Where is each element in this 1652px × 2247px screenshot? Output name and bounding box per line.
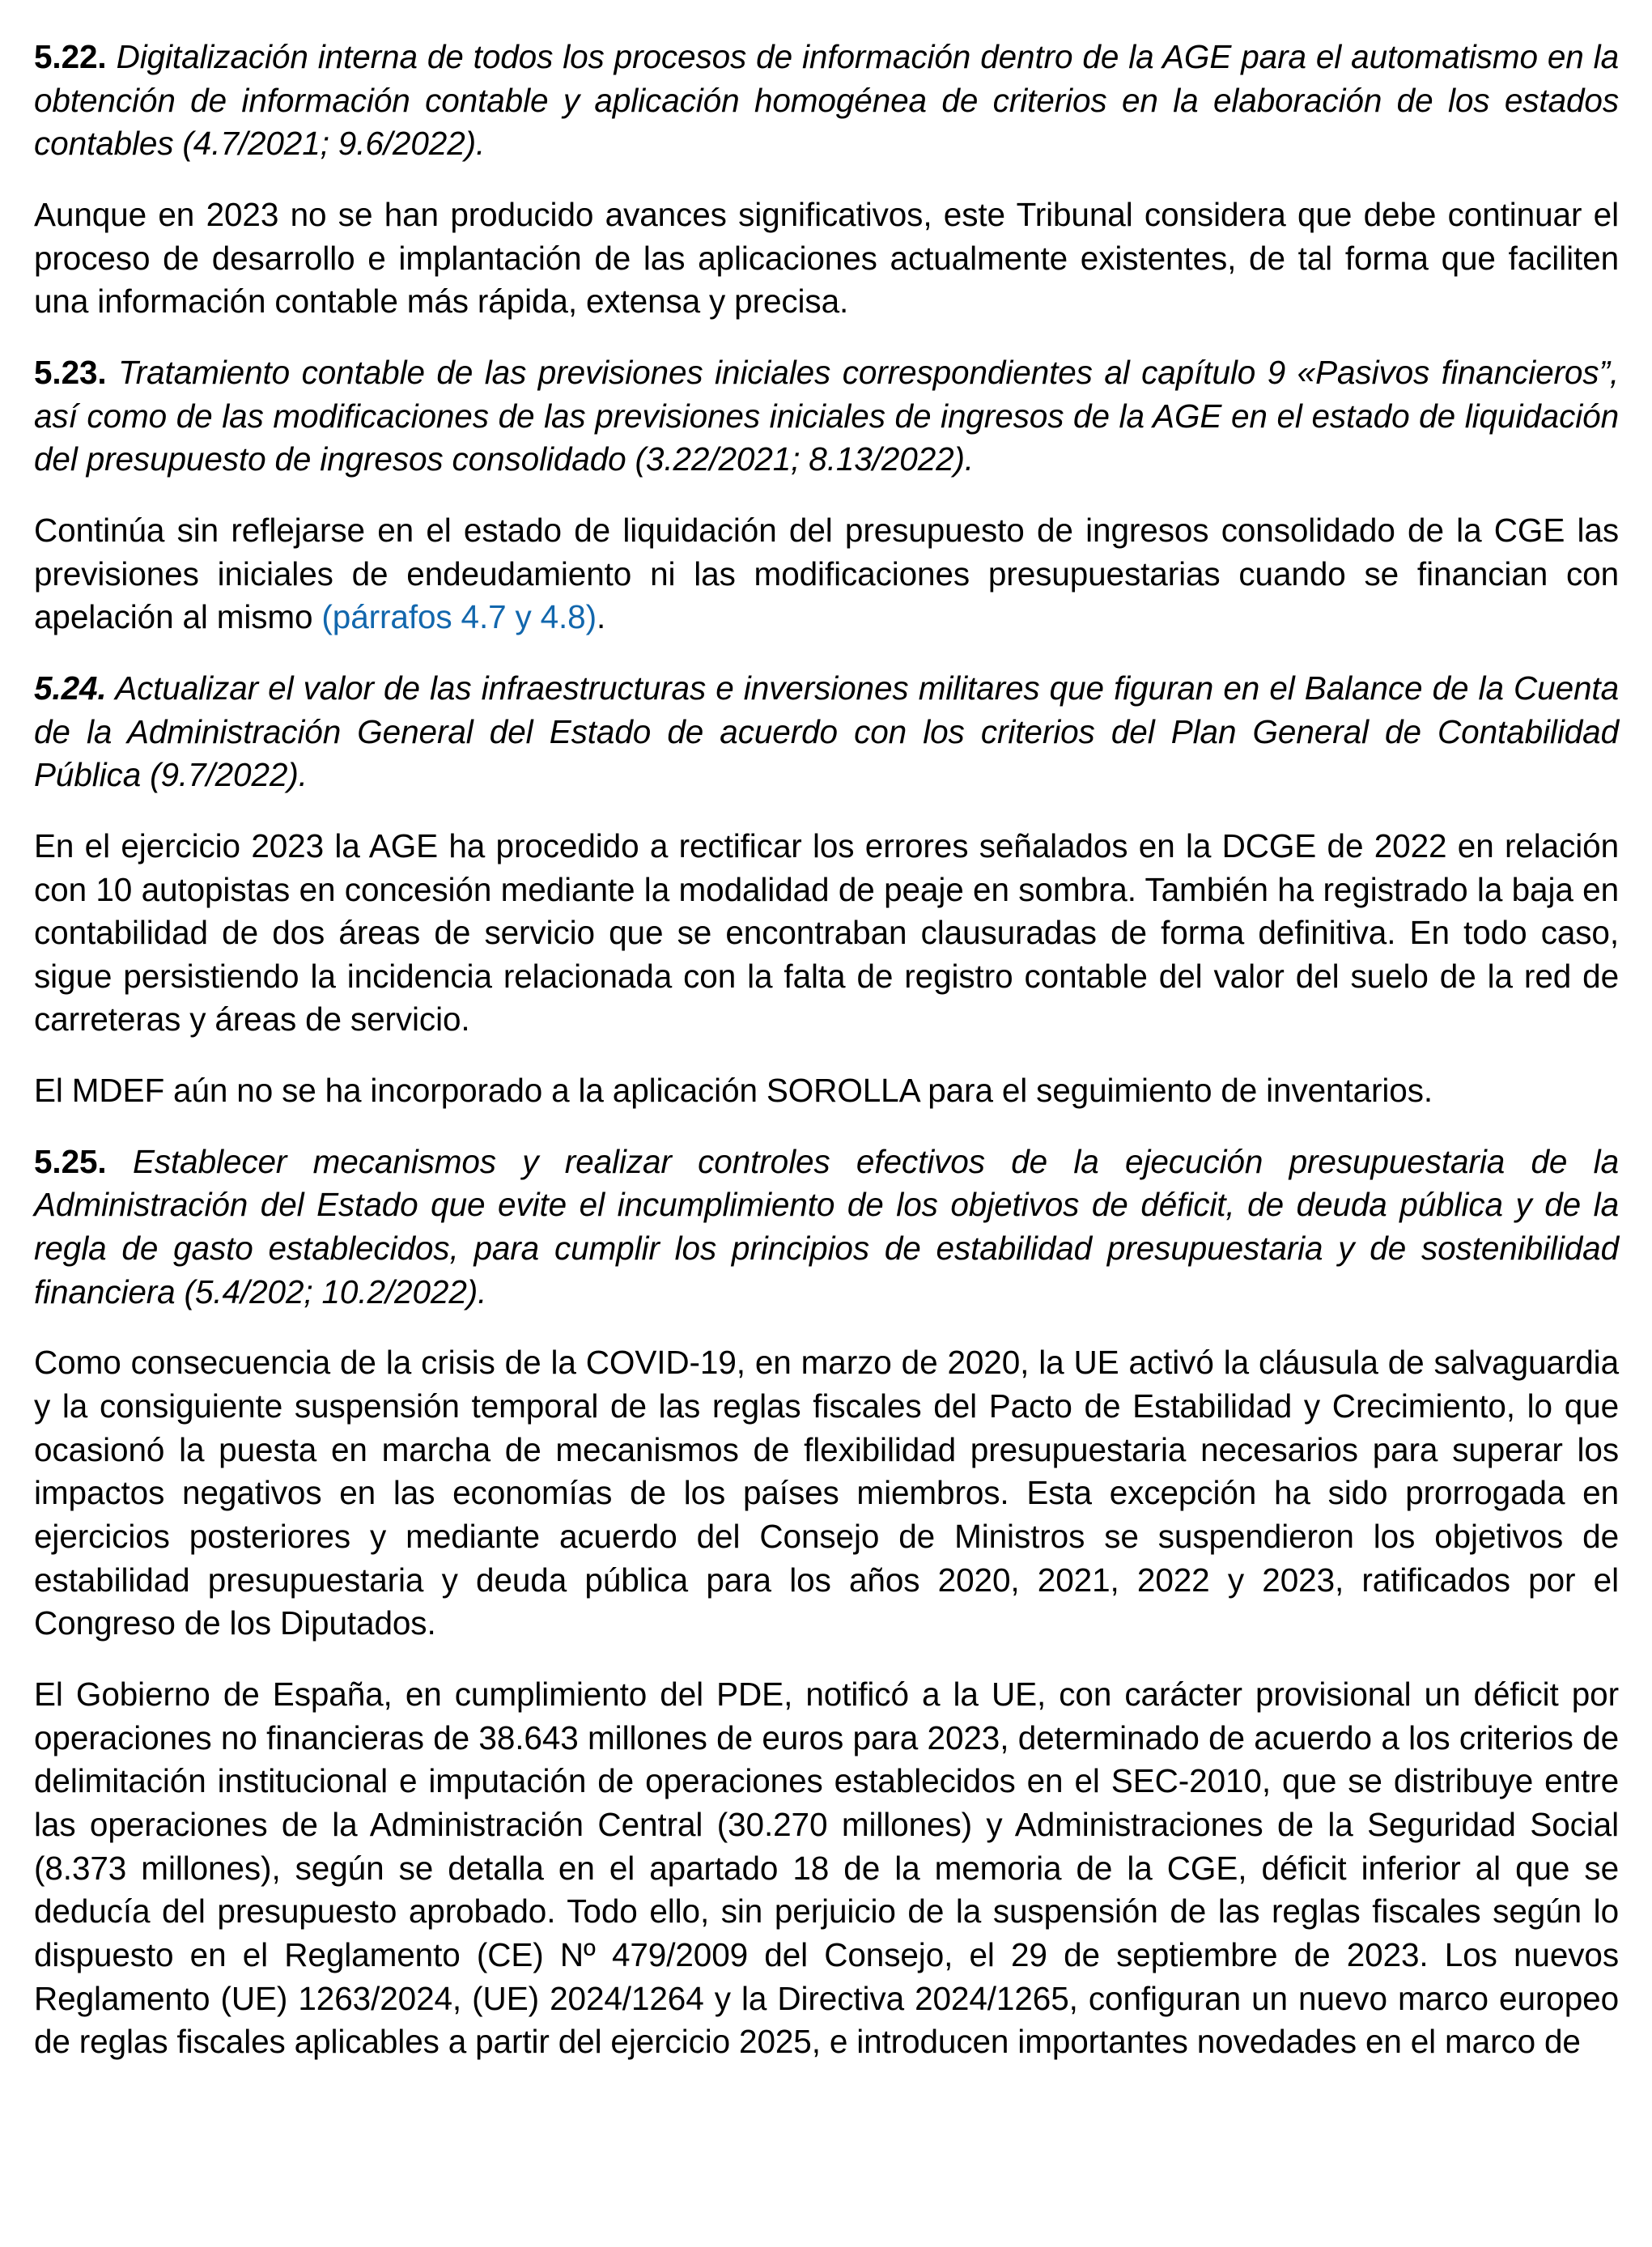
recommendation-5-25-text: Establecer mecanismos y realizar controles efectivos de la ejecución presupuestaria de la Administración del Estado que evite el incumplimiento de los objetivos de déficit, de deuda pública y de la regla de gasto establecidos, para cumplir los principios de estabilidad presupuestaria y de sostenibilidad financiera (5.4/202; 10.2/2022). xyxy=(34,1142,1620,1310)
body-paragraph-5-24-b: El MDEF aún no se ha incorporado a la aplicación SOROLLA para el seguimiento de inventarios. xyxy=(34,1072,1433,1110)
recommendation-5-22-number: 5.22. xyxy=(34,38,107,75)
paragraph-reference-link[interactable]: (párrafos 4.7 y 4.8) xyxy=(321,598,597,636)
recommendation-5-23 xyxy=(34,351,1619,482)
body-paragraph-5-24-a: En el ejercicio 2023 la AGE ha procedido a rectificar los errores señalados en la DCGE de 2022 en relación con 10 autopistas en concesión mediante la modalidad de peaje en sombra. También ha registrado la baja en contabilidad de dos áreas de servicio que se encontraban clausuradas de forma definitiva. En todo caso, sigue persistiendo la incidencia relacionada con la falta de registro contable del valor del suelo de la red de carreteras y áreas de servicio. xyxy=(34,826,1619,1039)
document-body xyxy=(34,36,1619,2064)
body-paragraph-5-22: Aunque en 2023 no se han producido avances significativos, este Tribunal considera que debe continuar el proceso de desarrollo e implantación de las aplicaciones actualmente existentes, de tal forma que faciliten una información contable más rápida, extensa y precisa. xyxy=(34,195,1619,321)
recommendation-5-25 xyxy=(34,1140,1619,1315)
body-paragraph-5-25-b: El Gobierno de España, en cumplimiento del PDE, notificó a la UE, con carácter provisional un déficit por operaciones no financieras de 38.643 millones de euros para 2023, determinado de acuerdo a los criterios de delimitación institucional e imputación de operaciones establecidos en el SEC-2010, que se distribuye entre las operaciones de la Administración Central (30.270 millones) y Administraciones de la Seguridad Social (8.373 millones), según se detalla en el apartado 18 de la memoria de la CGE, déficit inferior al que se deducía del presupuesto aprobado. Todo ello, sin perjuicio de la suspensión de las reglas fiscales según lo dispuesto en el Reglamento (CE) Nº 479/2009 del Consejo, el 29 de septiembre de 2023. Los nuevos Reglamento (UE) 1263/2024, (UE) 2024/1264 y la Directiva 2024/1265, configuran un nuevo marco europeo de reglas fiscales aplicables a partir del ejercicio 2025, e introducen importantes novedades en el marco de xyxy=(34,1676,1619,2061)
recommendation-5-25-number: 5.25. xyxy=(34,1142,107,1180)
recommendation-5-24 xyxy=(34,667,1619,797)
recommendation-5-23-number: 5.23. xyxy=(34,353,107,391)
body-paragraph-5-23-lead: Continúa sin reflejarse en el estado de liquidación del presupuesto de ingresos consolidado de la CGE las previsiones iniciales de endeudamiento ni las modificaciones presupuestarias cuando se financian con apelación al mismo xyxy=(34,511,1619,636)
recommendation-5-24-text: Actualizar el valor de las infraestructuras e inversiones militares que figuran en el Balance de la Cuenta de la Administración General del Estado de acuerdo con los criterios del Plan General de Contabilidad Pública (9.7/2022). xyxy=(34,669,1619,794)
body-paragraph-5-23-tail: . xyxy=(596,598,606,636)
recommendation-5-24-number: 5.24. xyxy=(34,669,107,707)
recommendation-5-22 xyxy=(34,36,1619,166)
recommendation-5-23-text: Tratamiento contable de las previsiones iniciales correspondientes al capítulo 9 «Pasivos financieros”, así como de las modificaciones de las previsiones iniciales de ingresos de la AGE en el estado de liquidación del presupuesto de ingresos consolidado (3.22/2021; 8.13/2022). xyxy=(34,353,1619,478)
recommendation-5-22-text: Digitalización interna de todos los procesos de información dentro de la AGE para el automatismo en la obtención de información contable y aplicación homogénea de criterios en la elaboración de los estados contables (4.7/2021; 9.6/2022). xyxy=(34,38,1619,163)
body-paragraph-5-23 xyxy=(34,509,1619,639)
body-paragraph-5-25-a: Como consecuencia de la crisis de la COVID-19, en marzo de 2020, la UE activó la cláusula de salvaguardia y la consiguiente suspensión temporal de las reglas fiscales del Pacto de Estabilidad y Crecimiento, lo que ocasionó la puesta en marcha de mecanismos de flexibilidad presupuestaria necesarios para superar los impactos negativos en las economías de los países miembros. Esta excepción ha sido prorrogada en ejercicios posteriores y mediante acuerdo del Consejo de Ministros se suspendieron los objetivos de estabilidad presupuestaria y deuda pública para los años 2020, 2021, 2022 y 2023, ratificados por el Congreso de los Diputados. xyxy=(34,1344,1619,1642)
